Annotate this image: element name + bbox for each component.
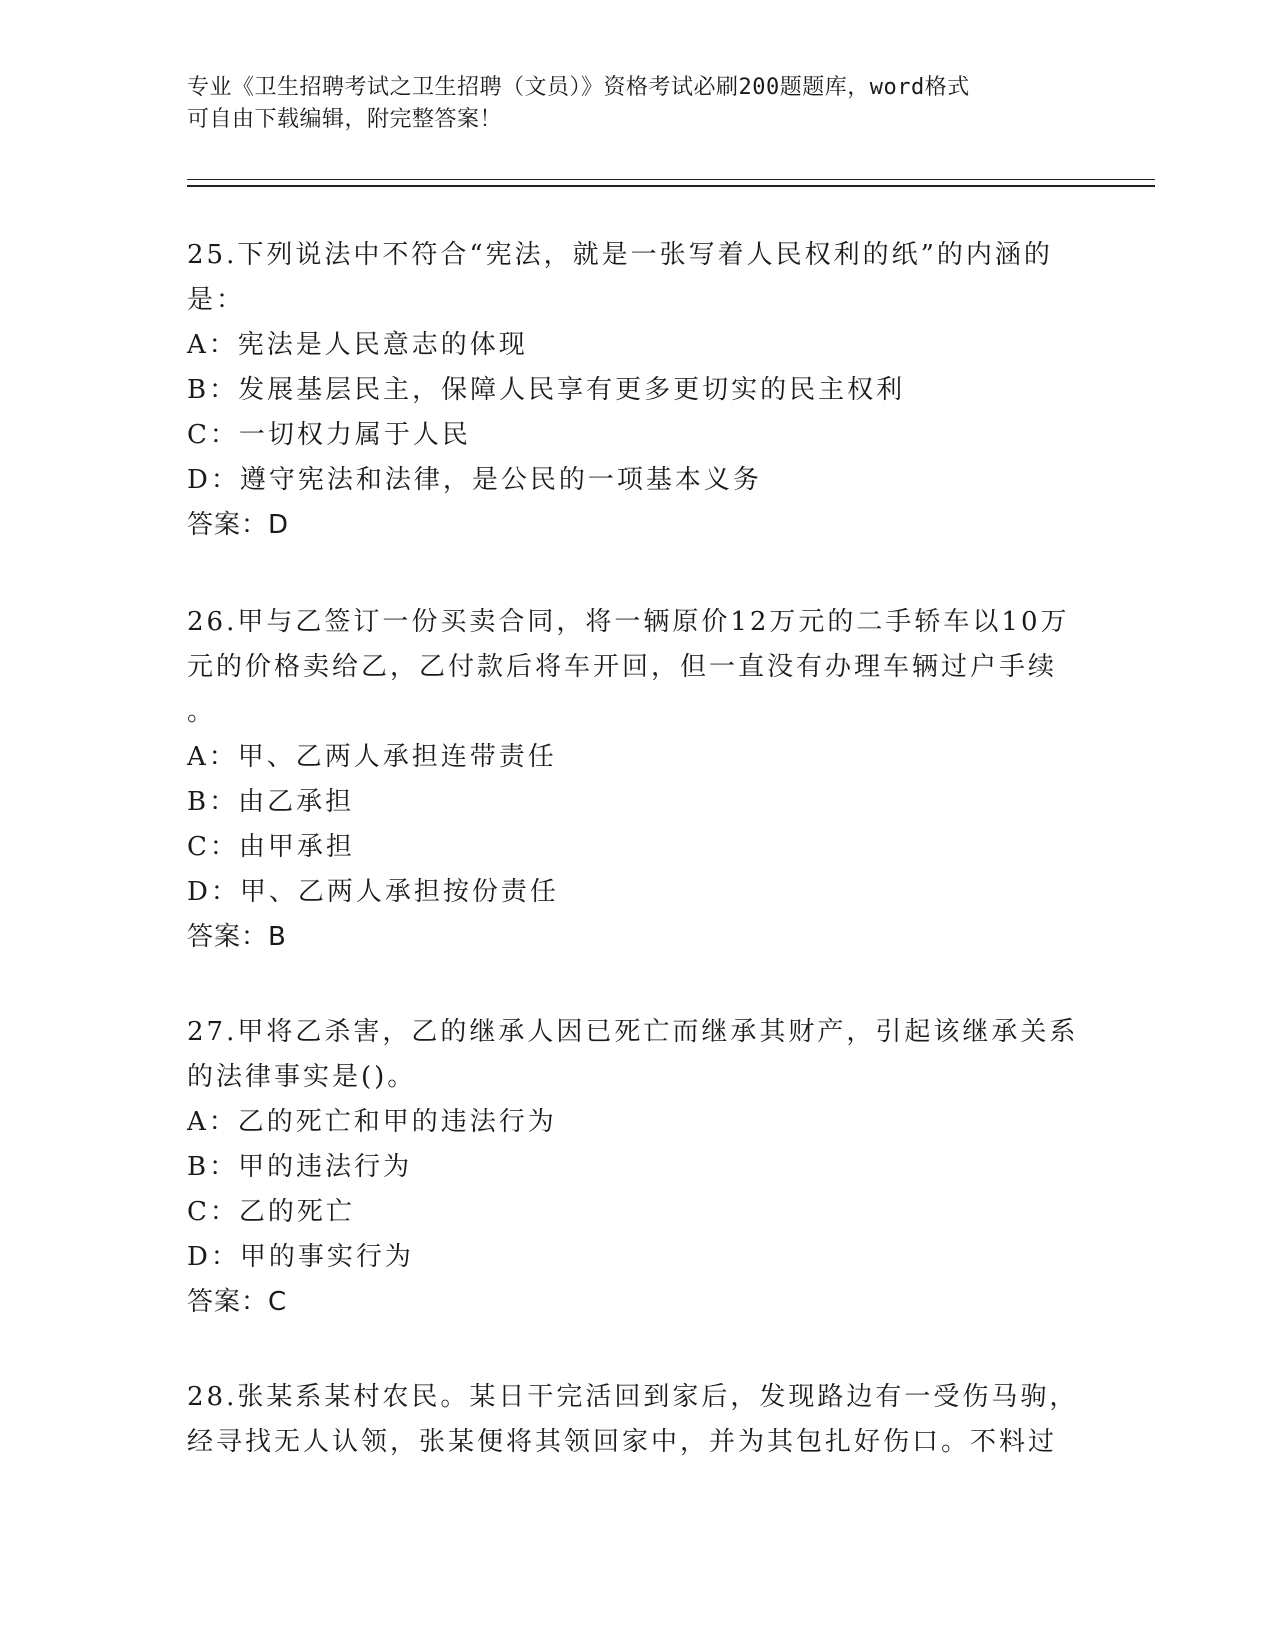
question-stem-line: 28.张某系某村农民。某日干完活回到家后，发现路边有一受伤马驹， <box>187 1382 1079 1412</box>
option-d: D：甲的事实行为 <box>187 1242 414 1272</box>
document-header <box>187 72 1087 136</box>
question-stem-line: 的法律事实是()。 <box>187 1062 417 1092</box>
header-divider-thin <box>187 179 1155 180</box>
question-stem-line: 26.甲与乙签订一份买卖合同，将一辆原价12万元的二手轿车以10万 <box>187 607 1070 637</box>
option-c: C：乙的死亡 <box>187 1197 355 1227</box>
option-c: C：由甲承担 <box>187 832 355 862</box>
header-divider-thick <box>187 185 1155 187</box>
question-stem-line: 25.下列说法中不符合“宪法，就是一张写着人民权利的纸”的内涵的 <box>187 240 1053 270</box>
question-stem-line: 是： <box>187 285 246 315</box>
option-a: A：宪法是人民意志的体现 <box>187 330 528 360</box>
option-b: B：由乙承担 <box>187 787 355 817</box>
answer: 答案：C <box>187 1287 288 1317</box>
option-b: B：发展基层民主，保障人民享有更多更切实的民主权利 <box>187 375 906 405</box>
option-d: D：遵守宪法和法律，是公民的一项基本义务 <box>187 465 762 495</box>
question-26 <box>187 600 1087 960</box>
question-27 <box>187 1010 1087 1325</box>
option-c: C：一切权力属于人民 <box>187 420 471 450</box>
question-stem-line: 27.甲将乙杀害，乙的继承人因已死亡而继承其财产，引起该继承关系 <box>187 1017 1079 1047</box>
option-b: B：甲的违法行为 <box>187 1152 413 1182</box>
question-25 <box>187 233 1087 548</box>
answer: 答案：B <box>187 922 287 952</box>
header-line-2: 可自由下载编辑，附完整答案！ <box>187 107 503 132</box>
option-a: A：甲、乙两人承担连带责任 <box>187 742 557 772</box>
question-stem-line: 。 <box>187 697 217 727</box>
question-28 <box>187 1375 1087 1465</box>
header-line-1: 专业《卫生招聘考试之卫生招聘（文员）》资格考试必刷200题题库，word格式 <box>187 75 970 100</box>
option-a: A：乙的死亡和甲的违法行为 <box>187 1107 557 1137</box>
question-stem-line: 经寻找无人认领，张某便将其领回家中，并为其包扎好伤口。不料过 <box>187 1427 1058 1457</box>
question-stem-line: 元的价格卖给乙，乙付款后将车开回，但一直没有办理车辆过户手续 <box>187 652 1058 682</box>
option-d: D：甲、乙两人承担按份责任 <box>187 877 559 907</box>
answer: 答案：D <box>187 510 290 540</box>
